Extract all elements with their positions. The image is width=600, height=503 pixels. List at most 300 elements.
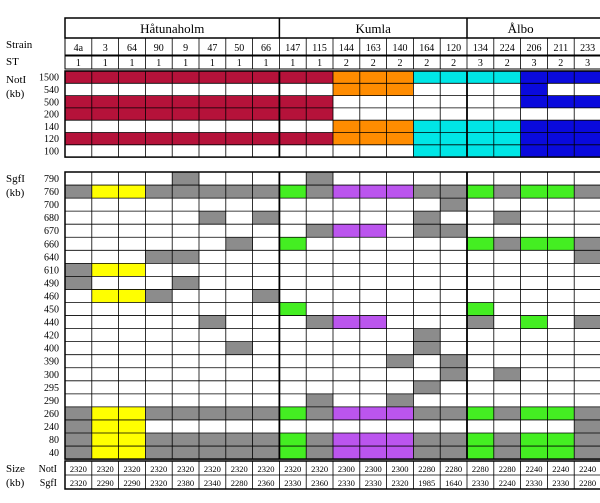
noti-total-size: 2320 bbox=[177, 464, 195, 474]
sgfi-band bbox=[199, 407, 226, 420]
sgfi-band bbox=[467, 303, 494, 316]
sgfi-band bbox=[92, 420, 119, 433]
noti-total-size: 2320 bbox=[230, 464, 248, 474]
sgfi-band bbox=[494, 185, 521, 198]
noti-band bbox=[92, 133, 119, 145]
st-value: 1 bbox=[102, 58, 108, 69]
sgfi-band bbox=[226, 446, 253, 459]
sgfi-band bbox=[467, 446, 494, 459]
sgfi-size-label: 490 bbox=[44, 278, 59, 290]
sgfi-band bbox=[119, 420, 146, 433]
st-value: 1 bbox=[183, 58, 189, 69]
noti-total-size: 2300 bbox=[337, 464, 355, 474]
sgfi-band bbox=[333, 185, 360, 198]
size-label: Size bbox=[6, 463, 25, 475]
sgfi-band bbox=[199, 316, 226, 329]
sgfi-band bbox=[574, 185, 600, 198]
sgfi-band bbox=[306, 394, 333, 407]
noti-total-size: 2280 bbox=[418, 464, 436, 474]
noti-band bbox=[172, 108, 199, 120]
noti-band bbox=[413, 71, 440, 83]
noti-band bbox=[521, 83, 548, 95]
sgfi-band bbox=[253, 211, 280, 224]
sgfi-band bbox=[253, 185, 280, 198]
noti-label: NotI bbox=[6, 74, 27, 86]
sgfi-total-size: 1985 bbox=[418, 478, 436, 488]
noti-band bbox=[467, 133, 494, 145]
sgfi-band bbox=[145, 289, 172, 302]
sgfi-band bbox=[172, 407, 199, 420]
noti-band bbox=[333, 83, 360, 95]
noti-total-size: 2300 bbox=[391, 464, 409, 474]
st-value: 1 bbox=[263, 58, 269, 69]
noti-band bbox=[521, 71, 548, 83]
sgfi-total-size: 2280 bbox=[579, 478, 597, 488]
sgfi-band bbox=[279, 237, 306, 250]
strain-id: 211 bbox=[553, 43, 569, 54]
noti-band bbox=[65, 71, 92, 83]
sgfi-band bbox=[521, 407, 548, 420]
noti-size-label: 100 bbox=[44, 146, 59, 158]
strain-id: 164 bbox=[419, 43, 435, 54]
noti-band bbox=[92, 108, 119, 120]
sgfi-band bbox=[494, 433, 521, 446]
noti-band bbox=[226, 133, 253, 145]
noti-size-label: 140 bbox=[44, 121, 59, 133]
sgfi-band bbox=[574, 420, 600, 433]
sgfi-size-label: 295 bbox=[44, 382, 59, 394]
st-value: 1 bbox=[209, 58, 215, 69]
noti-band bbox=[494, 133, 521, 145]
noti-band bbox=[547, 71, 574, 83]
st-value: 1 bbox=[290, 58, 296, 69]
noti-unit-label: (kb) bbox=[6, 88, 25, 100]
sgfi-band bbox=[413, 329, 440, 342]
sgfi-band bbox=[413, 342, 440, 355]
sgfi-total-size: 2320 bbox=[391, 478, 409, 488]
st-value: 3 bbox=[477, 58, 483, 69]
sgfi-total-size: 2340 bbox=[203, 478, 221, 488]
noti-band bbox=[226, 96, 253, 108]
sgfi-band bbox=[172, 276, 199, 289]
sgfi-size-label: 460 bbox=[44, 291, 59, 303]
sgfi-band bbox=[440, 185, 467, 198]
sgfi-band bbox=[547, 446, 574, 459]
sgfi-band bbox=[333, 316, 360, 329]
noti-band bbox=[467, 71, 494, 83]
sgfi-band bbox=[387, 185, 414, 198]
sgfi-total-size: 2330 bbox=[525, 478, 543, 488]
sgfi-band bbox=[145, 446, 172, 459]
noti-band bbox=[253, 96, 280, 108]
strain-id: 224 bbox=[499, 43, 515, 54]
strain-id: 4a bbox=[73, 43, 84, 54]
st-value: 1 bbox=[156, 58, 162, 69]
noti-band bbox=[413, 120, 440, 132]
sgfi-size-label: 700 bbox=[44, 200, 59, 212]
sgfi-size-label: 240 bbox=[44, 421, 59, 433]
sgfi-band bbox=[279, 446, 306, 459]
noti-band bbox=[547, 120, 574, 132]
strain-id: 50 bbox=[234, 43, 245, 54]
strain-row-label: Strain bbox=[6, 39, 33, 51]
sgfi-total-size: 2290 bbox=[96, 478, 114, 488]
noti-size-label: 540 bbox=[44, 84, 59, 96]
sgfi-band bbox=[413, 185, 440, 198]
sgfi-band bbox=[65, 446, 92, 459]
sgfi-band bbox=[92, 446, 119, 459]
strain-id: 163 bbox=[365, 43, 381, 54]
noti-band bbox=[494, 120, 521, 132]
sgfi-band bbox=[387, 446, 414, 459]
sgfi-size-label: 450 bbox=[44, 304, 59, 316]
sgfi-band bbox=[413, 433, 440, 446]
st-value: 2 bbox=[504, 58, 510, 69]
sgfi-size-label: 760 bbox=[44, 187, 59, 199]
sgfi-band bbox=[574, 250, 600, 263]
noti-band bbox=[119, 71, 146, 83]
sgfi-band bbox=[521, 446, 548, 459]
noti-band bbox=[440, 120, 467, 132]
noti-size-label: 200 bbox=[44, 109, 59, 121]
strain-id: 134 bbox=[472, 43, 488, 54]
noti-band bbox=[119, 96, 146, 108]
sgfi-total-size: 2360 bbox=[311, 478, 329, 488]
noti-band bbox=[226, 108, 253, 120]
strain-id: 140 bbox=[392, 43, 408, 54]
strain-id: 233 bbox=[580, 43, 596, 54]
noti-band bbox=[494, 71, 521, 83]
noti-size-label: 500 bbox=[44, 97, 59, 109]
sgfi-total-size: 2380 bbox=[177, 478, 195, 488]
sgfi-band bbox=[360, 224, 387, 237]
sgfi-band bbox=[360, 185, 387, 198]
noti-total-size: 2320 bbox=[150, 464, 168, 474]
sgfi-total-size: 2330 bbox=[284, 478, 302, 488]
noti-band bbox=[547, 96, 574, 108]
sgfi-band bbox=[279, 407, 306, 420]
sgfi-band bbox=[253, 289, 280, 302]
sgfi-size-label: 670 bbox=[44, 226, 59, 238]
noti-band bbox=[145, 108, 172, 120]
noti-band bbox=[92, 71, 119, 83]
noti-size-label: 120 bbox=[44, 134, 59, 146]
sgfi-band bbox=[440, 407, 467, 420]
noti-band bbox=[574, 120, 600, 132]
noti-band bbox=[360, 133, 387, 145]
sgfi-band bbox=[413, 381, 440, 394]
sgfi-band bbox=[279, 303, 306, 316]
sgfi-band bbox=[119, 446, 146, 459]
sgfi-band bbox=[547, 433, 574, 446]
noti-band bbox=[253, 108, 280, 120]
sgfi-total-size: 2330 bbox=[364, 478, 382, 488]
sgfi-band bbox=[360, 446, 387, 459]
noti-band bbox=[574, 71, 600, 83]
sgfi-total-size: 2330 bbox=[337, 478, 355, 488]
noti-total-size: 2280 bbox=[471, 464, 489, 474]
noti-band bbox=[547, 133, 574, 145]
noti-band bbox=[333, 120, 360, 132]
sgfi-band bbox=[574, 446, 600, 459]
noti-band bbox=[521, 120, 548, 132]
sgfi-band bbox=[65, 263, 92, 276]
sgfi-band bbox=[574, 237, 600, 250]
strain-id: 3 bbox=[102, 43, 108, 54]
sgfi-size-label: 260 bbox=[44, 408, 59, 420]
noti-band bbox=[574, 145, 600, 157]
noti-band bbox=[145, 133, 172, 145]
noti-band bbox=[360, 83, 387, 95]
noti-band bbox=[172, 71, 199, 83]
sgfi-band bbox=[145, 250, 172, 263]
noti-band bbox=[521, 145, 548, 157]
noti-band bbox=[65, 108, 92, 120]
noti-band bbox=[119, 133, 146, 145]
strain-id: 64 bbox=[127, 43, 137, 54]
sgfi-band bbox=[494, 368, 521, 381]
strain-id: 206 bbox=[526, 43, 542, 54]
sgfi-band bbox=[145, 433, 172, 446]
sgfi-band bbox=[65, 433, 92, 446]
sgfi-size-label: 80 bbox=[49, 435, 59, 447]
sgfi-band bbox=[306, 172, 333, 185]
sgfi-band bbox=[306, 446, 333, 459]
sgfi-band bbox=[306, 185, 333, 198]
noti-band bbox=[119, 108, 146, 120]
size-sgfi-label: SgfI bbox=[39, 478, 57, 489]
sgfi-band bbox=[226, 237, 253, 250]
sgfi-band bbox=[92, 433, 119, 446]
sgfi-size-label: 610 bbox=[44, 265, 59, 277]
noti-band bbox=[574, 133, 600, 145]
noti-band bbox=[65, 133, 92, 145]
noti-band bbox=[306, 133, 333, 145]
noti-band bbox=[199, 133, 226, 145]
sgfi-band bbox=[226, 342, 253, 355]
sgfi-unit-label: (kb) bbox=[6, 187, 25, 199]
noti-band bbox=[387, 71, 414, 83]
sgfi-band bbox=[119, 185, 146, 198]
noti-size-label: 1500 bbox=[39, 72, 59, 84]
sgfi-size-label: 680 bbox=[44, 213, 59, 225]
sgfi-band bbox=[226, 433, 253, 446]
sgfi-band bbox=[226, 407, 253, 420]
sgfi-band bbox=[521, 316, 548, 329]
sgfi-total-size: 2320 bbox=[150, 478, 168, 488]
group-name: Håtunaholm bbox=[140, 21, 205, 36]
st-value: 1 bbox=[75, 58, 81, 69]
noti-band bbox=[333, 133, 360, 145]
sgfi-total-size: 2280 bbox=[230, 478, 248, 488]
noti-total-size: 2320 bbox=[311, 464, 329, 474]
noti-band bbox=[440, 71, 467, 83]
noti-total-size: 2320 bbox=[203, 464, 221, 474]
sgfi-band bbox=[360, 407, 387, 420]
sgfi-band bbox=[145, 185, 172, 198]
sgfi-band bbox=[333, 446, 360, 459]
sgfi-band bbox=[92, 407, 119, 420]
noti-band bbox=[172, 96, 199, 108]
sgfi-band bbox=[387, 394, 414, 407]
st-value: 2 bbox=[558, 58, 564, 69]
sgfi-band bbox=[199, 433, 226, 446]
sgfi-band bbox=[199, 211, 226, 224]
sgfi-band bbox=[65, 407, 92, 420]
sgfi-total-size: 2290 bbox=[123, 478, 141, 488]
noti-band bbox=[413, 133, 440, 145]
sgfi-band bbox=[306, 224, 333, 237]
sgfi-band bbox=[521, 185, 548, 198]
st-value: 2 bbox=[424, 58, 430, 69]
st-value: 2 bbox=[370, 58, 376, 69]
noti-total-size: 2280 bbox=[445, 464, 463, 474]
noti-total-size: 2320 bbox=[284, 464, 302, 474]
st-value: 1 bbox=[236, 58, 242, 69]
noti-band bbox=[199, 71, 226, 83]
sgfi-band bbox=[279, 185, 306, 198]
sgfi-band bbox=[65, 276, 92, 289]
strain-id: 147 bbox=[285, 43, 301, 54]
sgfi-band bbox=[387, 407, 414, 420]
sgfi-band bbox=[413, 211, 440, 224]
noti-band bbox=[521, 133, 548, 145]
noti-band bbox=[440, 133, 467, 145]
noti-band bbox=[145, 96, 172, 108]
noti-total-size: 2320 bbox=[96, 464, 114, 474]
noti-band bbox=[306, 108, 333, 120]
sgfi-band bbox=[306, 316, 333, 329]
strain-id: 120 bbox=[446, 43, 462, 54]
sgfi-band bbox=[494, 407, 521, 420]
noti-band bbox=[440, 145, 467, 157]
sgfi-band bbox=[440, 446, 467, 459]
st-value: 1 bbox=[317, 58, 323, 69]
sgfi-band bbox=[119, 289, 146, 302]
sgfi-band bbox=[574, 316, 600, 329]
sgfi-band bbox=[547, 407, 574, 420]
sgfi-band bbox=[360, 316, 387, 329]
sgfi-band bbox=[333, 433, 360, 446]
noti-band bbox=[574, 96, 600, 108]
sgfi-size-label: 640 bbox=[44, 252, 59, 264]
noti-band bbox=[145, 71, 172, 83]
sgfi-band bbox=[226, 185, 253, 198]
sgfi-band bbox=[172, 172, 199, 185]
noti-total-size: 2300 bbox=[364, 464, 382, 474]
sgfi-band bbox=[440, 224, 467, 237]
noti-band bbox=[279, 96, 306, 108]
sgfi-total-size: 1640 bbox=[445, 478, 463, 488]
noti-band bbox=[306, 96, 333, 108]
size-noti-label: NotI bbox=[38, 464, 57, 475]
sgfi-band bbox=[413, 407, 440, 420]
sgfi-band bbox=[440, 433, 467, 446]
sgfi-band bbox=[467, 185, 494, 198]
sgfi-band bbox=[413, 224, 440, 237]
st-value: 1 bbox=[129, 58, 135, 69]
sgfi-band bbox=[494, 446, 521, 459]
noti-band bbox=[387, 120, 414, 132]
st-value: 3 bbox=[585, 58, 591, 69]
noti-band bbox=[279, 133, 306, 145]
sgfi-band bbox=[574, 407, 600, 420]
st-value: 2 bbox=[451, 58, 457, 69]
sgfi-band bbox=[521, 237, 548, 250]
st-value: 2 bbox=[343, 58, 349, 69]
sgfi-band bbox=[440, 355, 467, 368]
sgfi-band bbox=[574, 433, 600, 446]
sgfi-band bbox=[467, 316, 494, 329]
sgfi-total-size: 2360 bbox=[257, 478, 275, 488]
sgfi-band bbox=[253, 407, 280, 420]
noti-band bbox=[387, 133, 414, 145]
sgfi-size-label: 440 bbox=[44, 317, 59, 329]
sgfi-size-label: 420 bbox=[44, 330, 59, 342]
sgfi-band bbox=[440, 368, 467, 381]
sgfi-band bbox=[253, 433, 280, 446]
noti-band bbox=[360, 120, 387, 132]
strain-id: 47 bbox=[207, 43, 218, 54]
sgfi-band bbox=[279, 433, 306, 446]
noti-band bbox=[467, 120, 494, 132]
strain-id: 9 bbox=[183, 43, 189, 54]
noti-band bbox=[333, 71, 360, 83]
sgfi-size-label: 790 bbox=[44, 174, 59, 186]
sgfi-band bbox=[333, 407, 360, 420]
noti-band bbox=[467, 145, 494, 157]
noti-band bbox=[199, 108, 226, 120]
noti-total-size: 2240 bbox=[552, 464, 570, 474]
sgfi-band bbox=[494, 237, 521, 250]
noti-band bbox=[226, 71, 253, 83]
sgfi-band bbox=[119, 433, 146, 446]
sgfi-band bbox=[92, 289, 119, 302]
sgfi-band bbox=[547, 185, 574, 198]
sgfi-band bbox=[467, 433, 494, 446]
noti-total-size: 2280 bbox=[498, 464, 516, 474]
sgfi-band bbox=[253, 446, 280, 459]
st-value: 3 bbox=[531, 58, 537, 69]
sgfi-band bbox=[145, 407, 172, 420]
st-value: 2 bbox=[397, 58, 403, 69]
noti-band bbox=[360, 71, 387, 83]
sgfi-band bbox=[172, 185, 199, 198]
sgfi-band bbox=[199, 185, 226, 198]
noti-total-size: 2240 bbox=[525, 464, 543, 474]
sgfi-band bbox=[306, 407, 333, 420]
strain-id: 115 bbox=[312, 43, 327, 54]
noti-band bbox=[387, 83, 414, 95]
sgfi-label: SgfI bbox=[6, 173, 25, 185]
sgfi-band bbox=[119, 407, 146, 420]
sgfi-band bbox=[172, 433, 199, 446]
sgfi-band bbox=[172, 446, 199, 459]
sgfi-band bbox=[172, 250, 199, 263]
sgfi-band bbox=[92, 263, 119, 276]
sgfi-band bbox=[65, 420, 92, 433]
sgfi-total-size: 2330 bbox=[552, 478, 570, 488]
sgfi-band bbox=[467, 237, 494, 250]
noti-band bbox=[92, 96, 119, 108]
sgfi-band bbox=[467, 407, 494, 420]
sgfi-band bbox=[387, 433, 414, 446]
noti-band bbox=[413, 145, 440, 157]
sgfi-band bbox=[333, 224, 360, 237]
strain-id: 90 bbox=[153, 43, 164, 54]
noti-band bbox=[521, 96, 548, 108]
sgfi-band bbox=[494, 211, 521, 224]
